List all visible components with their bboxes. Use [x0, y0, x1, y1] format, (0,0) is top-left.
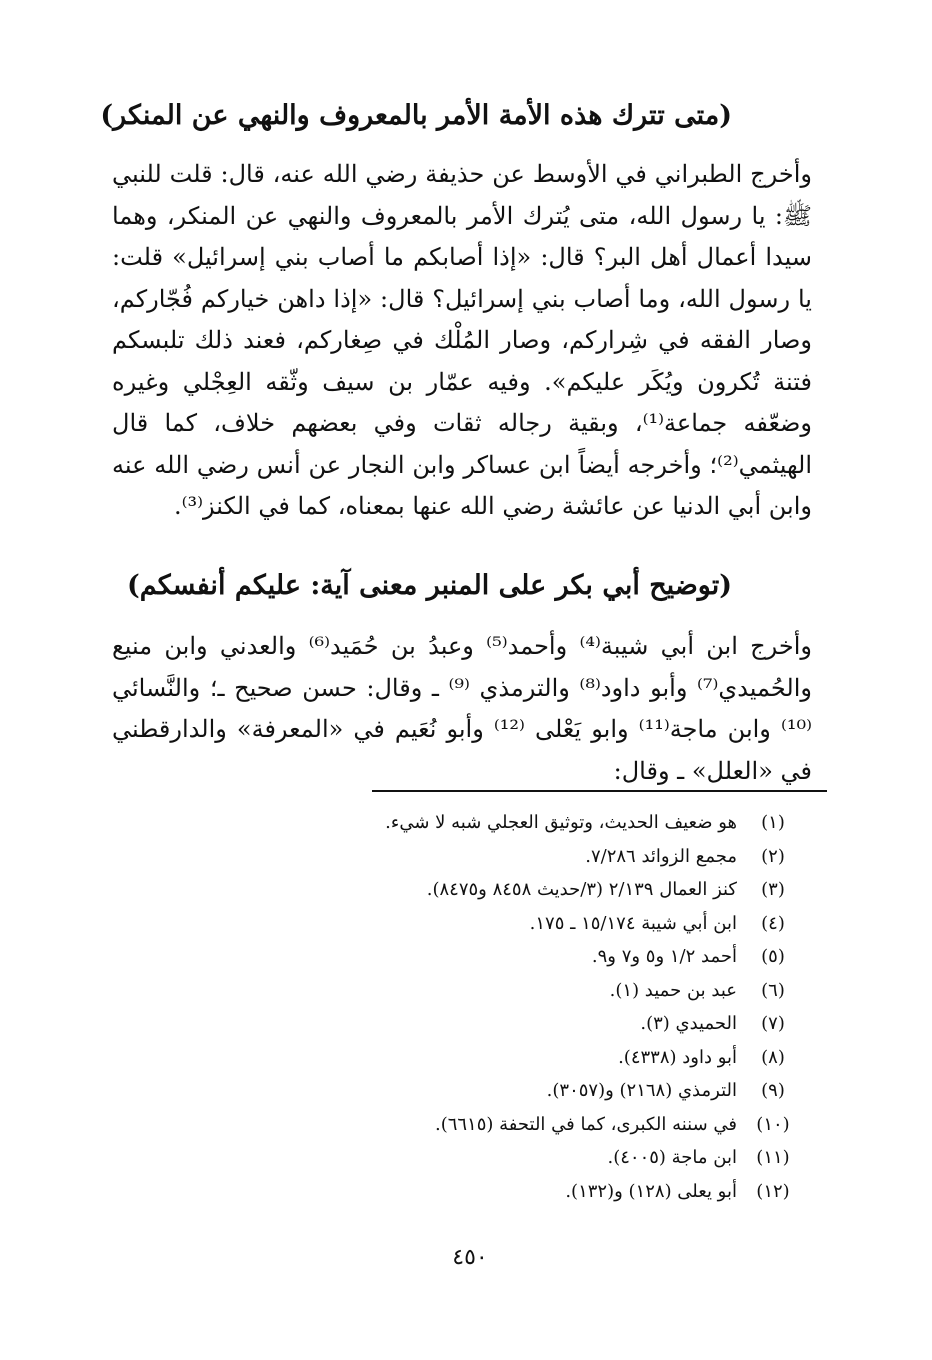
footnote-number: (٣): [761, 879, 785, 900]
footnote-item: [327, 974, 797, 1008]
footnote-text: الحميدي (٣).: [640, 1013, 737, 1034]
footnote-text: عبد بن حميد (١).: [609, 979, 737, 1001]
section-heading: (متى تترك هذه الأمة الأمر بالمعروف والنهي عن المنكر): [100, 100, 732, 131]
footnotes-list: [327, 806, 797, 1208]
footnote-number: (٢): [761, 845, 785, 867]
page-number: ٤٥٠: [452, 1245, 488, 1270]
footnote-item: [327, 1007, 797, 1041]
body-paragraph: وأخرج ابن أبي شيبة⁽⁴⁾ وأحمد⁽⁵⁾ وعبدُ بن حُمَيد⁽⁶⁾ والعدني وابن منيع والحُميدي⁽⁷⁾ وأبو داود⁽⁸⁾ والترمذي ⁽⁹⁾ ـ وقال: حسن صحيح ـ؛ والنَّسائي ⁽¹⁰⁾ وابن ماجة⁽¹¹⁾ وابو يَعْلى ⁽¹²⁾ وأبو نُعَيم في «المعرفة» والدارقطني في «العلل» ـ وقال:: [112, 632, 813, 785]
footnote-text: في سننه الكبرى، كما في التحفة (٦٦١٥).: [434, 1113, 737, 1135]
footnote-item: [327, 873, 797, 907]
section-heading: (توضيح أبي بكر على المنبر معنى آية: عليكم أنفسكم): [127, 570, 732, 601]
footnote-item: [327, 940, 797, 974]
footnote-number: (٥): [761, 946, 785, 967]
footnote-text: ابن ماجة (٤٠٠٥).: [607, 1147, 737, 1168]
footnote-item: [327, 1074, 797, 1108]
footnote-text: مجمع الزوائد ٧/٢٨٦.: [585, 845, 737, 867]
footnote-text: أبو داود (٤٣٣٨).: [618, 1046, 737, 1068]
footnote-number: (٨): [761, 1046, 785, 1068]
body-paragraph: وأخرج الطبراني في الأوسط عن حذيفة رضي الله عنه، قال: قلت للنبي ﷺ: يا رسول الله، متى يُترك الأمر بالمعروف والنهي عن المنكر، وهما سيدا أعمال أهل البر؟ قال: «إذا أصابكم ما أصاب بني إسرائيل» قلت: يا رسول الله، وما أصاب بني إسرائيل؟ قال: «إذا داهن خياركم فُجّاركم، وصار الفقه في شِراركم، وصار المُلْك في صِغاركم، فعند ذلك تلبسكم فتنة تُكرون ويُكَر عليكم». وفيه عمّار بن سيف وثّقه العِجْلي وغيره وضعّفه جماعة⁽¹⁾، وبقية رجاله ثقات وفي بعضهم خلاف، كما قال الهيثمي⁽²⁾؛ وأخرجه أيضاً ابن عساكر وابن النجار عن أنس رضي الله عنه وابن أبي الدنيا عن عائشة رضي الله عنها بمعناه، كما في الكنز⁽³⁾.: [112, 160, 813, 520]
footnote-number: (٧): [761, 1013, 785, 1034]
footnote-number: (٩): [761, 1080, 785, 1101]
footnote-text: الترمذي (٢١٦٨) و(٣٠٥٧).: [546, 1080, 737, 1101]
footnote-number: (١): [761, 812, 785, 833]
footnote-text: ابن أبي شيبة ١٥/١٧٤ ـ ١٧٥.: [529, 912, 737, 934]
footnote-number: (٦): [761, 979, 785, 1001]
footnote-number: (٤): [761, 912, 785, 934]
footnote-item: [327, 840, 797, 874]
footnote-number: (١١): [756, 1147, 790, 1168]
footnote-item: [327, 1041, 797, 1075]
footnote-item: [327, 806, 797, 840]
footnote-number: (١٠): [756, 1113, 790, 1135]
footnote-number: (١٢): [756, 1180, 790, 1202]
footnote-text: هو ضعيف الحديث، وتوثيق العجلي شبه لا شيء.: [385, 812, 737, 833]
footnote-item: [327, 1141, 797, 1175]
footnote-text: كنز العمال ٢/١٣٩ (٣/حديث ٨٤٥٨ و٨٤٧٥).: [426, 879, 737, 900]
footnote-text: أبو يعلى (١٢٨) و(١٣٢).: [565, 1180, 737, 1202]
footnote-item: [327, 1175, 797, 1209]
footnote-divider: [372, 790, 827, 792]
footnote-item: [327, 1108, 797, 1142]
footnote-text: أحمد ١/٢ و٥ و٧ و٩.: [591, 946, 737, 967]
footnote-item: [327, 907, 797, 941]
